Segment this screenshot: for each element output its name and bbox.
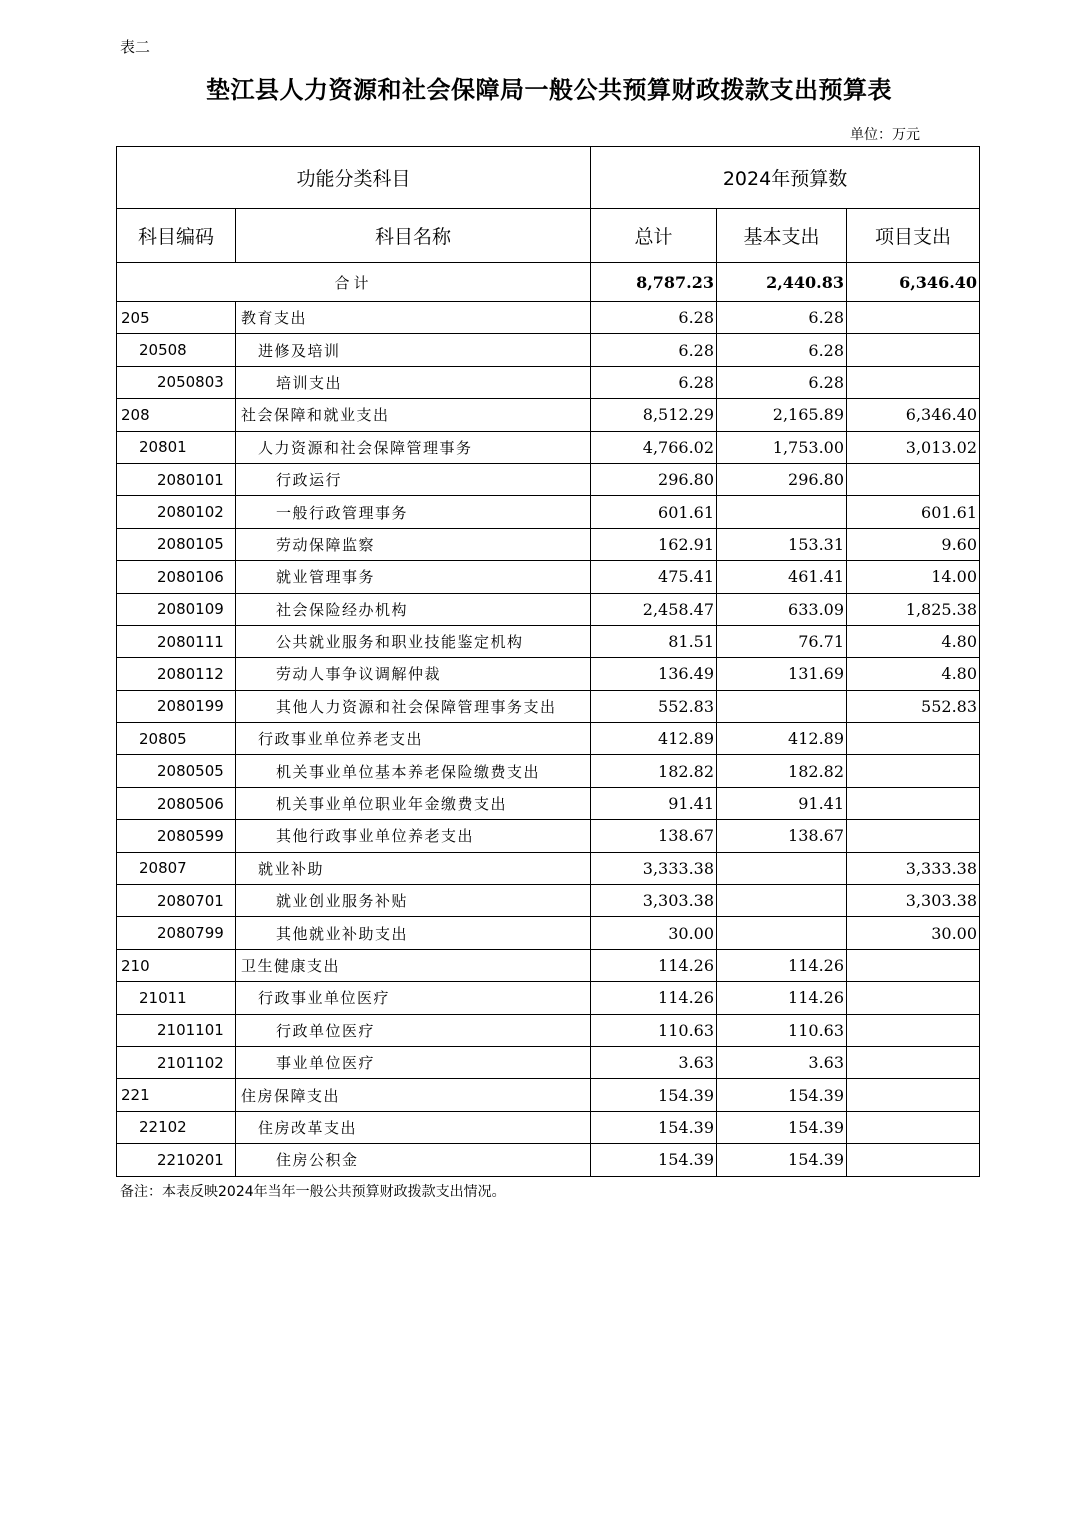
row-code: 2101102: [117, 1046, 236, 1078]
table-row: [117, 528, 980, 560]
table-row: [117, 982, 980, 1014]
row-project: [847, 366, 980, 398]
row-name: 公共就业服务和职业技能鉴定机构: [236, 625, 591, 657]
table-row: [117, 1014, 980, 1046]
header-basic: 基本支出: [717, 209, 847, 263]
row-name: 行政事业单位养老支出: [236, 723, 591, 755]
unit-label: 单位：万元: [850, 127, 920, 143]
row-name: 住房改革支出: [236, 1111, 591, 1143]
row-project: [847, 723, 980, 755]
row-project: [847, 463, 980, 495]
row-basic: 110.63: [717, 1014, 847, 1046]
row-basic: 6.28: [717, 302, 847, 334]
row-code: 2080106: [117, 561, 236, 593]
row-name: 社会保险经办机构: [236, 593, 591, 625]
row-name: 培训支出: [236, 366, 591, 398]
total-row: [117, 263, 980, 302]
row-total: 3.63: [591, 1046, 717, 1078]
row-total: 412.89: [591, 723, 717, 755]
row-total: 136.49: [591, 658, 717, 690]
table-row: [117, 302, 980, 334]
row-name: 其他人力资源和社会保障管理事务支出: [236, 690, 591, 722]
row-basic: 114.26: [717, 982, 847, 1014]
table-row: [117, 399, 980, 431]
table-row: [117, 561, 980, 593]
row-project: 14.00: [847, 561, 980, 593]
total-label: 合计: [117, 263, 591, 302]
row-basic: 2,165.89: [717, 399, 847, 431]
row-code: 210: [117, 949, 236, 981]
row-code: 2080101: [117, 463, 236, 495]
row-basic: 182.82: [717, 755, 847, 787]
row-code: 2080102: [117, 496, 236, 528]
row-code: 2080199: [117, 690, 236, 722]
row-project: [847, 334, 980, 366]
row-total: 552.83: [591, 690, 717, 722]
table-row: [117, 820, 980, 852]
row-name: 机关事业单位基本养老保险缴费支出: [236, 755, 591, 787]
row-basic: 633.09: [717, 593, 847, 625]
row-code: 20807: [117, 852, 236, 884]
row-total: 296.80: [591, 463, 717, 495]
row-total: 475.41: [591, 561, 717, 593]
row-total: 6.28: [591, 334, 717, 366]
row-total: 6.28: [591, 302, 717, 334]
row-code: 22102: [117, 1111, 236, 1143]
table-row: [117, 334, 980, 366]
table-number: 表二: [120, 38, 151, 56]
budget-table: [116, 146, 980, 1177]
row-total: 6.28: [591, 366, 717, 398]
row-code: 205: [117, 302, 236, 334]
row-total: 30.00: [591, 917, 717, 949]
row-name: 行政单位医疗: [236, 1014, 591, 1046]
row-project: 4.80: [847, 658, 980, 690]
row-basic: 154.39: [717, 1111, 847, 1143]
row-project: [847, 1144, 980, 1176]
row-basic: 154.39: [717, 1144, 847, 1176]
row-project: 601.61: [847, 496, 980, 528]
row-name: 住房保障支出: [236, 1079, 591, 1111]
row-total: 138.67: [591, 820, 717, 852]
row-code: 20805: [117, 723, 236, 755]
row-project: [847, 1014, 980, 1046]
row-basic: 461.41: [717, 561, 847, 593]
row-total: 162.91: [591, 528, 717, 560]
row-project: [847, 949, 980, 981]
row-total: 601.61: [591, 496, 717, 528]
row-code: 2080109: [117, 593, 236, 625]
header-name: 科目名称: [236, 209, 591, 263]
row-name: 事业单位医疗: [236, 1046, 591, 1078]
row-name: 人力资源和社会保障管理事务: [236, 431, 591, 463]
row-code: 2080505: [117, 755, 236, 787]
row-code: 20508: [117, 334, 236, 366]
header-project: 项目支出: [847, 209, 980, 263]
row-name: 劳动保障监察: [236, 528, 591, 560]
row-total: 2,458.47: [591, 593, 717, 625]
table-row: [117, 431, 980, 463]
table-row: [117, 625, 980, 657]
row-basic: 131.69: [717, 658, 847, 690]
row-code: 2050803: [117, 366, 236, 398]
table-row: [117, 852, 980, 884]
total-project: 6,346.40: [847, 263, 980, 302]
row-total: 110.63: [591, 1014, 717, 1046]
row-project: 1,825.38: [847, 593, 980, 625]
row-basic: 3.63: [717, 1046, 847, 1078]
row-project: [847, 302, 980, 334]
row-project: 3,333.38: [847, 852, 980, 884]
table-row: [117, 1144, 980, 1176]
table-row: [117, 366, 980, 398]
row-project: [847, 1046, 980, 1078]
row-code: 2080506: [117, 787, 236, 819]
document-title: 垫江县人力资源和社会保障局一般公共预算财政拨款支出预算表: [206, 75, 892, 104]
table-row: [117, 1046, 980, 1078]
row-total: 3,333.38: [591, 852, 717, 884]
row-basic: [717, 690, 847, 722]
row-project: 552.83: [847, 690, 980, 722]
row-basic: 114.26: [717, 949, 847, 981]
total-total: 8,787.23: [591, 263, 717, 302]
row-project: 3,303.38: [847, 885, 980, 917]
row-basic: [717, 917, 847, 949]
table-row: [117, 1111, 980, 1143]
row-name: 住房公积金: [236, 1144, 591, 1176]
row-basic: 1,753.00: [717, 431, 847, 463]
row-basic: 296.80: [717, 463, 847, 495]
header-budget-year: 2024年预算数: [591, 147, 980, 209]
row-project: [847, 982, 980, 1014]
row-code: 208: [117, 399, 236, 431]
row-code: 20801: [117, 431, 236, 463]
row-code: 21011: [117, 982, 236, 1014]
row-total: 154.39: [591, 1144, 717, 1176]
row-basic: 412.89: [717, 723, 847, 755]
row-project: 6,346.40: [847, 399, 980, 431]
row-name: 社会保障和就业支出: [236, 399, 591, 431]
row-basic: 6.28: [717, 366, 847, 398]
table-row: [117, 755, 980, 787]
table-row: [117, 593, 980, 625]
row-name: 就业管理事务: [236, 561, 591, 593]
row-name: 其他行政事业单位养老支出: [236, 820, 591, 852]
row-total: 81.51: [591, 625, 717, 657]
row-basic: [717, 496, 847, 528]
row-project: [847, 755, 980, 787]
row-basic: 154.39: [717, 1079, 847, 1111]
table-row: [117, 690, 980, 722]
row-total: 91.41: [591, 787, 717, 819]
row-total: 3,303.38: [591, 885, 717, 917]
header-row-group: [117, 147, 980, 209]
row-code: 2101101: [117, 1014, 236, 1046]
row-code: 2080701: [117, 885, 236, 917]
table-row: [117, 917, 980, 949]
row-project: [847, 787, 980, 819]
table-row: [117, 787, 980, 819]
row-name: 就业补助: [236, 852, 591, 884]
row-name: 一般行政管理事务: [236, 496, 591, 528]
row-code: 2080599: [117, 820, 236, 852]
row-basic: [717, 885, 847, 917]
row-project: 9.60: [847, 528, 980, 560]
row-code: 2080111: [117, 625, 236, 657]
row-project: [847, 820, 980, 852]
row-total: 154.39: [591, 1079, 717, 1111]
row-total: 154.39: [591, 1111, 717, 1143]
row-code: 2080105: [117, 528, 236, 560]
row-total: 8,512.29: [591, 399, 717, 431]
row-name: 卫生健康支出: [236, 949, 591, 981]
table-row: [117, 885, 980, 917]
table-row: [117, 949, 980, 981]
header-total: 总计: [591, 209, 717, 263]
row-total: 182.82: [591, 755, 717, 787]
row-total: 114.26: [591, 949, 717, 981]
row-project: [847, 1079, 980, 1111]
header-functional-category: 功能分类科目: [117, 147, 591, 209]
row-code: 2210201: [117, 1144, 236, 1176]
header-row-columns: [117, 209, 980, 263]
row-project: 3,013.02: [847, 431, 980, 463]
row-total: 114.26: [591, 982, 717, 1014]
row-project: 30.00: [847, 917, 980, 949]
row-basic: 76.71: [717, 625, 847, 657]
header-code: 科目编码: [117, 209, 236, 263]
row-basic: 91.41: [717, 787, 847, 819]
row-name: 机关事业单位职业年金缴费支出: [236, 787, 591, 819]
row-name: 行政运行: [236, 463, 591, 495]
row-name: 就业创业服务补贴: [236, 885, 591, 917]
row-total: 4,766.02: [591, 431, 717, 463]
row-basic: [717, 852, 847, 884]
row-name: 进修及培训: [236, 334, 591, 366]
row-name: 教育支出: [236, 302, 591, 334]
table-row: [117, 463, 980, 495]
row-code: 2080112: [117, 658, 236, 690]
row-name: 其他就业补助支出: [236, 917, 591, 949]
total-basic: 2,440.83: [717, 263, 847, 302]
table-row: [117, 723, 980, 755]
row-basic: 153.31: [717, 528, 847, 560]
table-row: [117, 1079, 980, 1111]
row-name: 行政事业单位医疗: [236, 982, 591, 1014]
table-row: [117, 496, 980, 528]
row-code: 221: [117, 1079, 236, 1111]
row-code: 2080799: [117, 917, 236, 949]
row-name: 劳动人事争议调解仲裁: [236, 658, 591, 690]
footnote: 备注：本表反映2024年当年一般公共预算财政拨款支出情况。: [120, 1184, 506, 1200]
row-project: [847, 1111, 980, 1143]
row-basic: 138.67: [717, 820, 847, 852]
row-basic: 6.28: [717, 334, 847, 366]
table-row: [117, 658, 980, 690]
row-project: 4.80: [847, 625, 980, 657]
